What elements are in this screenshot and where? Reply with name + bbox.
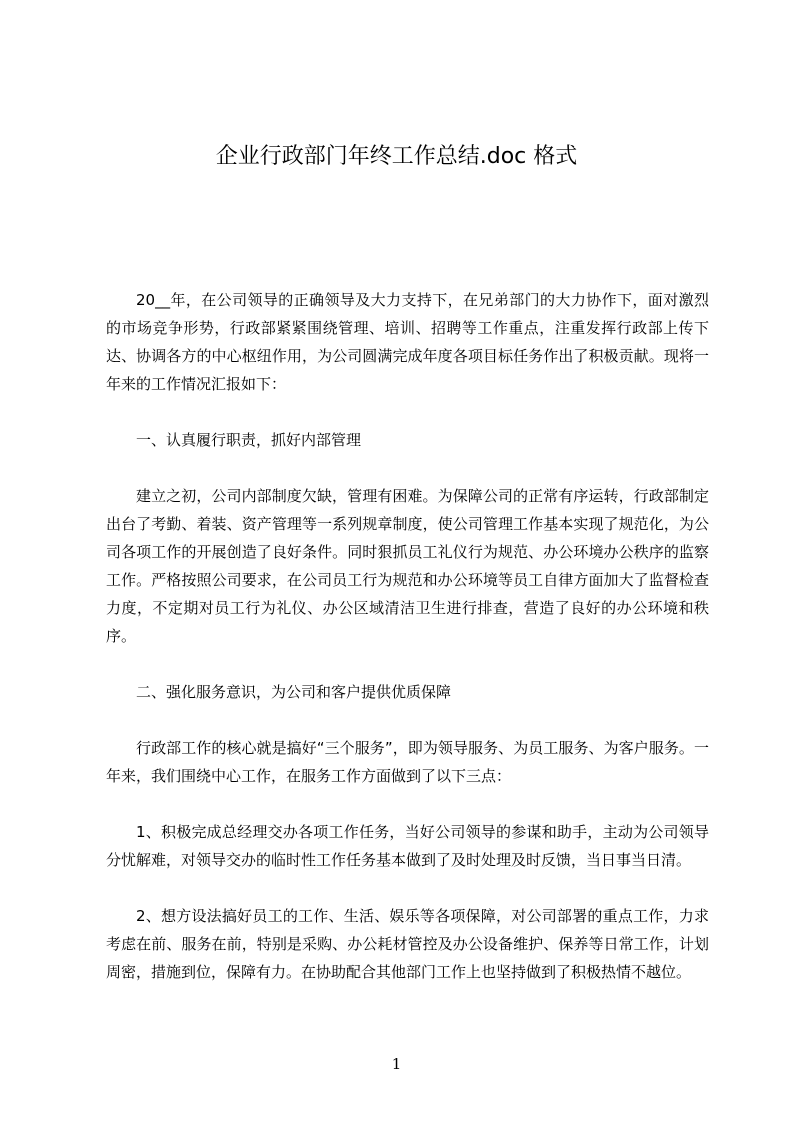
page-number: 1 <box>391 1055 402 1073</box>
section-1-paragraph: 建立之初，公司内部制度欠缺，管理有困难。为保障公司的正常有序运转，行政部制定出台了考勤、着装、资产管理等一系列规章制度，使公司管理工作基本实现了规范化，为公司各项工作的开展创造了良好条件。同时狠抓员工礼仪行为规范、办公环境办公秩序的监察工作。严格按照公司要求，在公司员工行为规范和办公环境等员工自律方面加大了监督检查力度，不定期对员工行为礼仪、办公区域清洁卫生进行排查，营造了良好的办公环境和秩序。 <box>106 487 709 645</box>
document-title: 企业行政部门年终工作总结.doc 格式 <box>215 144 578 169</box>
service-item-2-paragraph: 2、想方设法搞好员工的工作、生活、娱乐等各项保障，对公司部署的重点工作，力求考虑在前、服务在前，特别是采购、办公耗材管控及办公设备维护、保养等日常工作，计划周密，措施到位，保障有力。在协助配合其他部门工作上也坚持做到了积极热情不越位。 <box>106 907 709 981</box>
document-body <box>106 286 709 1014</box>
section-2-intro-paragraph: 行政部工作的核心就是搞好“三个服务”，即为领导服务、为员工服务、为客户服务。一年来，我们围绕中心工作，在服务工作方面做到了以下三点： <box>106 739 709 785</box>
section-heading-2: 二、强化服务意识，为公司和客户提供优质保障 <box>136 683 452 701</box>
intro-paragraph: 20__年，在公司领导的正确领导及大力支持下，在兄弟部门的大力协作下，面对激烈的市场竞争形势，行政部紧紧围绕管理、培训、招聘等工作重点，注重发挥行政部上传下达、协调各方的中心枢纽作用，为公司圆满完成年度各项目标任务作出了积极贡献。现将一年来的工作情况汇报如下： <box>106 291 709 393</box>
section-heading-1: 一、认真履行职责，抓好内部管理 <box>136 431 362 449</box>
service-item-1-paragraph: 1、积极完成总经理交办各项工作任务，当好公司领导的参谋和助手，主动为公司领导分忧解难，对领导交办的临时性工作任务基本做到了及时处理及时反馈，当日事当日清。 <box>106 823 709 869</box>
